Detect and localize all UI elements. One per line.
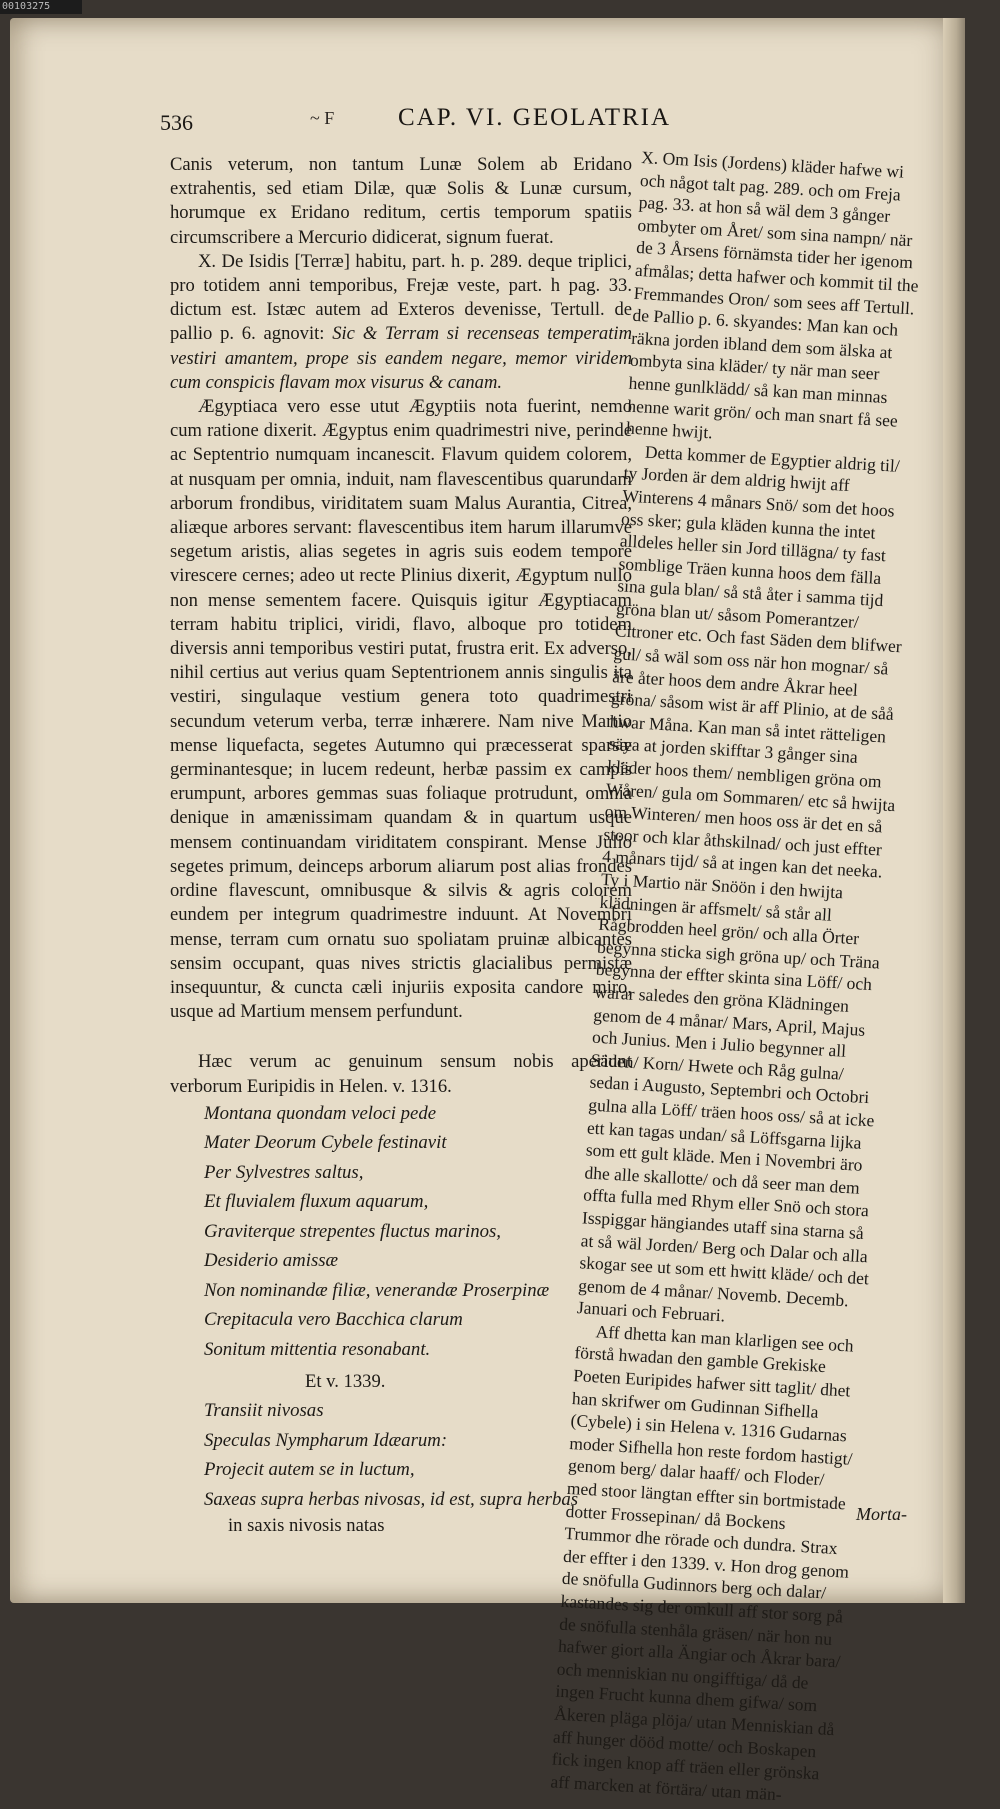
euripides-verse	[170, 1050, 632, 1538]
latin-paragraph-3: Ægyptiaca vero esse utut Ægyptiis nota fuerint, nemo cum ratione dixerit. Ægyptus enim quadrimestri nive, perinde ac Septentrio numquam incanescit. Flavum quidem colorem, at nusquam per omnia, induit, nam flavescentibus quarundam arborum frondibus, viriditatem suam Malus Aurantia, Citrea, aliæque arbores servant: flavescentibus item harum illarumve segetum aristis, alias segetes in agris suis eodem tempore virescere cernes; adeo ut recte Plinius dixerit, Ægyptum nullo non mense sementem facere. Quisquis igitur Ægyptiacam terram habitu triplici, viridi, flavo, alboque pro totidem diversis anni temporibus vestiri putat, frustra erit. Ex adverso, nihil certius aut verius quam Septentrionem annis singulis ita vestiri, singulaque vestium genera toto quadrimestri secundum veterum verba, terræ inhærere. Nam nive Martio mense liquefacta, segetes Autumno qui præcesserat sparsæ germinantesque; in lucem redeunt, herbæ passim ex campis erumpunt, arbores gemmas suas foliaque protrudunt, omnia denique in amænissimam quandam & in quartum usque mensem continuandam viriditatem conspirant. Mense Julio segetes primum, deinceps arborum aliarum post alias frondes ordine flavescunt, omnibusque & silvis & agris colorem eundem per integrum quadrimestre induunt. At Novembri mense, terram cum ornatu suo spoliatam pruinæ albicantes sensim occupant, quas nives strictis glacialibus permistæ insequuntur, & cuncta cæli injuriis exposita candore miro, usque ad Martium mensem perfundunt.	[170, 396, 632, 1023]
tertullian-quote: Sic & Terram si recenseas temperatim vestiri amantem, prope sis eandem negare, memor viridem cum conspicis flavam mox visurus & canam.	[170, 323, 632, 393]
scan-label: 00103275	[0, 0, 82, 14]
catchword: Morta-	[856, 1504, 907, 1524]
verse-line: Sonitum mittentia resonabant.	[204, 1338, 431, 1360]
verse-last-line: in saxis nivosis natas	[228, 1515, 385, 1537]
verse-line: Transiit nivosas	[204, 1400, 324, 1422]
book-page	[10, 18, 965, 1805]
verse-line: Speculas Nympharum Idæarum:	[204, 1429, 448, 1451]
swedish-paragraph-2: Detta kommer de Egyptier aldrig til/ ty Jorden är dem aldrig hwijt aff Winterens 4 månars Snö/ som det hoos oss sker; gula kläden kunna the intet alldeles heller sin Jord tillägna/ ty fast somblige Träen kunna hoos dem fälla sina gula blan/ så stå åter i samma tijd gröna blan ut/ såsom Pomerantzer/ Citroner etc. Och fast Säden dem blifwer gul/ så wäl som oss när hon mognar/ så äre åter hoos dem andre Åkrar heel gröna/ såsom wist är aff Plinio, at de såå hwar Måna. Kan man så intet rätteligen säya at jorden skifftar 3 gånger sina kläder hoos them/ nembligen gröna om Wåren/ gula om Sommaren/ etc så hwijta om Winteren/ men hoos oss är det en så stoor och klar åthskilnad/ och just effter 4 månars tijd/ så at ingen kan det neeka. Ty i Martio när Snöön i den hwijta klädningen är affsmelt/ så står all Rågbrodden heel grön/ och alla Örter begynna sticka sigh gröna up/ och Träna begynna der effter skinta sina Löff/ och warar saledes den gröna Klädningen genom de 4 månar/ Mars, April, Majus och Junius. Men i Julio begynner all Säden/ Korn/ Hwete och Råg gulna/ sedan i Augusto, Septembri och Octobri gulna alla Löff/ träen hoos oss/ så at icke ett kan tagas undan/ så Löffsgarna lijka som ett gult kläde. Men i Novembri äro dhe alle skallotte/ och då seer man dem offta fulla med Rhym eller Snö och stora Isspiggar hängiandes utaff sina starna så at så wäl Jorden/ Berg och Dalar och alla skogar see ut som ett hwitt kläde/ och det genom de 4 månar/ Novemb. Decemb. Januari och Februari.	[576, 441, 903, 1326]
verse-line: Projecit autem se in luctum,	[204, 1459, 415, 1481]
running-head: CAP. VI. GEOLATRIA	[398, 104, 672, 131]
swedish-paragraph-1: X. Om Isis (Jordens) kläder hafwe wi och något talt pag. 289. och om Freja pag. 33. at hon så wäl dem 3 gånger ombyter om Året/ som sina nampn/ när de 3 Årsens förnämsta tider her igenom afmålas; detta hafwer och kommit til the Fremmandes Oron/ som sees aff Tertull. de Pallio p. 6. skyandes: Man kan och räkna jorden ibland dem som älska at ombyta sina kläder/ ty när man seer henne gunlklädd/ så kan man minnas henne warit grön/ och man snart få see henne hwijt.	[625, 146, 919, 443]
latin-column	[170, 153, 632, 1539]
swedish-paragraph-3: Aff dhetta kan man klarligen see och förstå hwadan den gamble Grekiske Poeten Euripides hafwer sitt taglit/ dhet han skrifwer om Gudinnan Sifhella (Cybele) i sin Helena v. 1316 Gudarnas moder Sifhella hon reste fordom hastigt/ genom berg/ dalar haaff/ och Floder/ med stoor längtan effter sin bortmistade dotter Frossepinan/ då Bockens Trummor dhe rörade och dundra. Strax der effter i den 1339. v. Hon drog genom de snöfulla Gudinnors berg och dalar/ kastandes sig der omkull aff stor sorg på de snöfulla stenhåla gräsen/ när hon nu hafwer giort alla Ängiar och Åkrar bara/ och menniskian nu ongifftiga/ då de ingen Frucht kunna dhem gifwa/ som Åkeren pläga plöja/ utan Menniskian då aff hunger dööd motte/ och Boskapen fick ingen knop aff träen eller grönska aff marcken at förtära/ utan män-	[550, 1321, 855, 1805]
header-mark: ~ F	[310, 108, 335, 128]
latin-paragraph-1: Canis veterum, non tantum Lunæ Solem ab Eridano extrahentis, sed etiam Dilæ, quæ Solis & Lunæ cursum, horumque ex Eridano reditum, certis temporum spatiis circumscribere a Mercurio didicerat, signum fuerat.	[170, 154, 632, 248]
verse-line: Non nominandæ filiæ, venerandæ Proserpinæ	[204, 1279, 550, 1301]
verse-line: Et fluvialem fluxum aquarum,	[204, 1191, 429, 1213]
verse-reference: Et v. 1339.	[305, 1371, 386, 1393]
verse-line: Mater Deorum Cybele festinavit	[204, 1132, 447, 1154]
page-edge	[943, 18, 965, 1603]
verse-line: Montana quondam veloci pede	[204, 1102, 437, 1124]
verse-intro: Hæc verum ac genuinum sensum nobis aperiunt verborum Euripidis in Helen. v. 1316.	[170, 1051, 632, 1097]
verse-line: Graviterque strepentes fluctus marinos,	[204, 1220, 501, 1242]
page-number: 536	[160, 110, 193, 135]
verse-line: Crepitacula vero Bacchica clarum	[204, 1309, 463, 1331]
latin-paragraph-2-text: X. De Isidis [Terræ] habitu, part. h. p. 289. deque triplici, pro totidem anni temporibus, Frejæ veste, part. h pag. 33. dictum est. Istæc autem ad Exteros devenisse, Tertull. de pallio p. 6. agnovit:	[170, 250, 632, 345]
verse-line: Per Sylvestres saltus,	[204, 1161, 364, 1183]
verse-line: Saxeas supra herbas nivosas, id est, supra herbas	[204, 1488, 579, 1510]
verse-line: Desiderio amissæ	[204, 1250, 339, 1272]
latin-paragraph-2	[170, 250, 632, 395]
page-header	[160, 104, 720, 144]
